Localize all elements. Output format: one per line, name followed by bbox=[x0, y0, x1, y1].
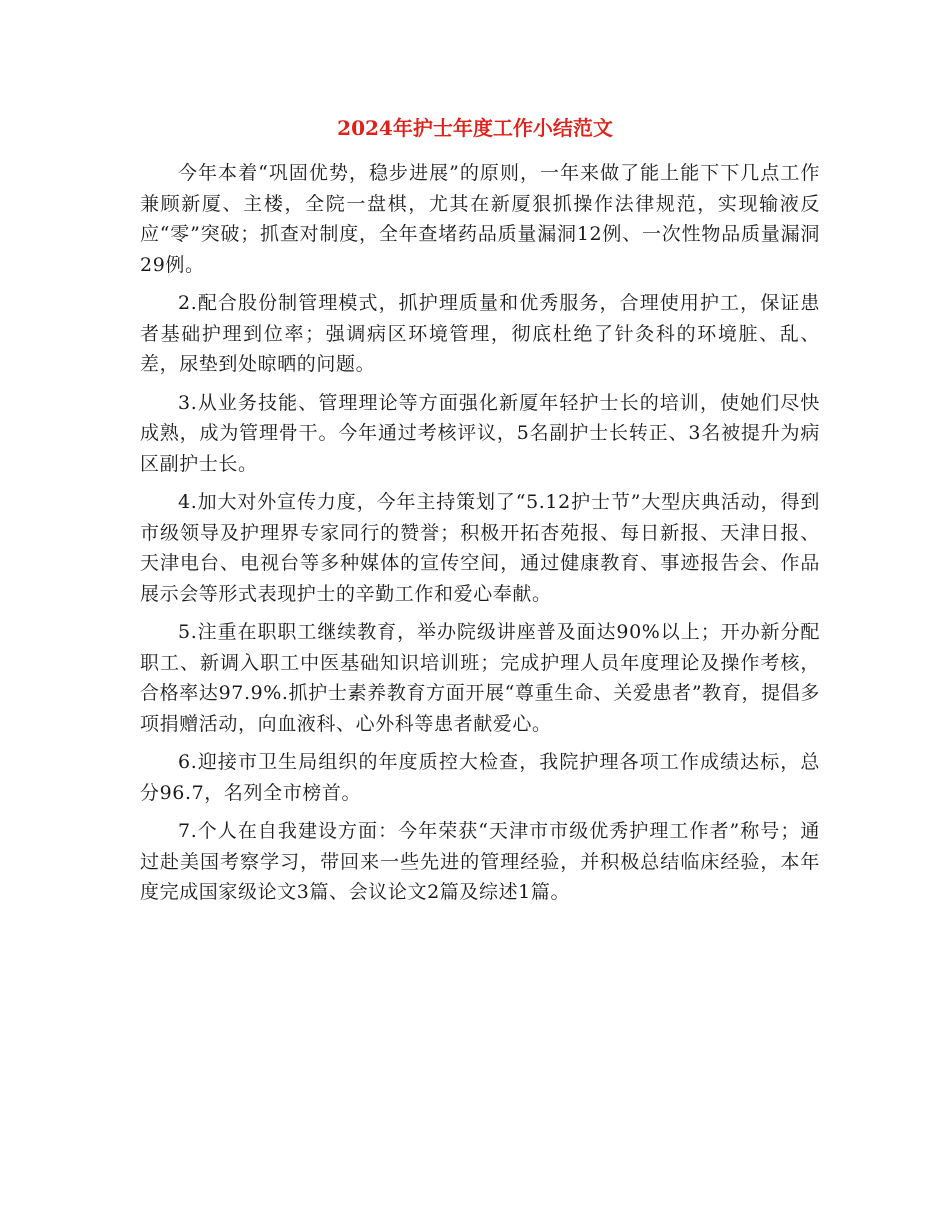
paragraph-5: 5.注重在职职工继续教育，举办院级讲座普及面达90%以上；开办新分配职工、新调入职工中医基础知识培训班；完成护理人员年度理论及操作考核，合格率达97.9%.抓护士素养教育方面开展“尊重生命、关爱患者”教育，提倡多项捐赠活动，向血液科、心外科等患者献爱心。 bbox=[140, 621, 820, 735]
document-body bbox=[140, 158, 820, 916]
paragraph-1: 今年本着“巩固优势，稳步进展”的原则，一年来做了能上能下下几点工作兼顾新厦、主楼，全院一盘棋，尤其在新厦狠抓操作法律规范，实现输液反应“零”突破；抓查对制度，全年查堵药品质量漏洞12例、一次性物品质量漏洞29例。 bbox=[140, 162, 820, 276]
page-title: 2024年护士年度工作小结范文 bbox=[337, 116, 613, 140]
paragraph-2: 2.配合股份制管理模式，抓护理质量和优秀服务，合理使用护工，保证患者基础护理到位率；强调病区环境管理，彻底杜绝了针灸科的环境脏、乱、差，尿垫到处晾晒的问题。 bbox=[140, 292, 820, 375]
paragraph-7: 7.个人在自我建设方面：今年荣获“天津市市级优秀护理工作者”称号；通过赴美国考察学习，带回来一些先进的管理经验，并积极总结临床经验，本年度完成国家级论文3篇、会议论文2篇及综述1篇。 bbox=[140, 820, 820, 903]
paragraph-3: 3.从业务技能、管理理论等方面强化新厦年轻护士长的培训，使她们尽快成熟，成为管理骨干。今年通过考核评议，5名副护士长转正、3名被提升为病区副护士长。 bbox=[140, 391, 820, 475]
paragraph-4: 4.加大对外宣传力度，今年主持策划了“5.12护士节”大型庆典活动，得到市级领导及护理界专家同行的赞誉；积极开拓杏苑报、每日新报、天津日报、天津电台、电视台等多种媒体的宣传空间，通过健康教育、事迹报告会、作品展示会等形式表现护士的辛勤工作和爱心奉献。 bbox=[140, 491, 820, 605]
paragraph-6: 6.迎接市卫生局组织的年度质控大检查，我院护理各项工作成绩达标，总分96.7，名列全市榜首。 bbox=[140, 751, 820, 804]
